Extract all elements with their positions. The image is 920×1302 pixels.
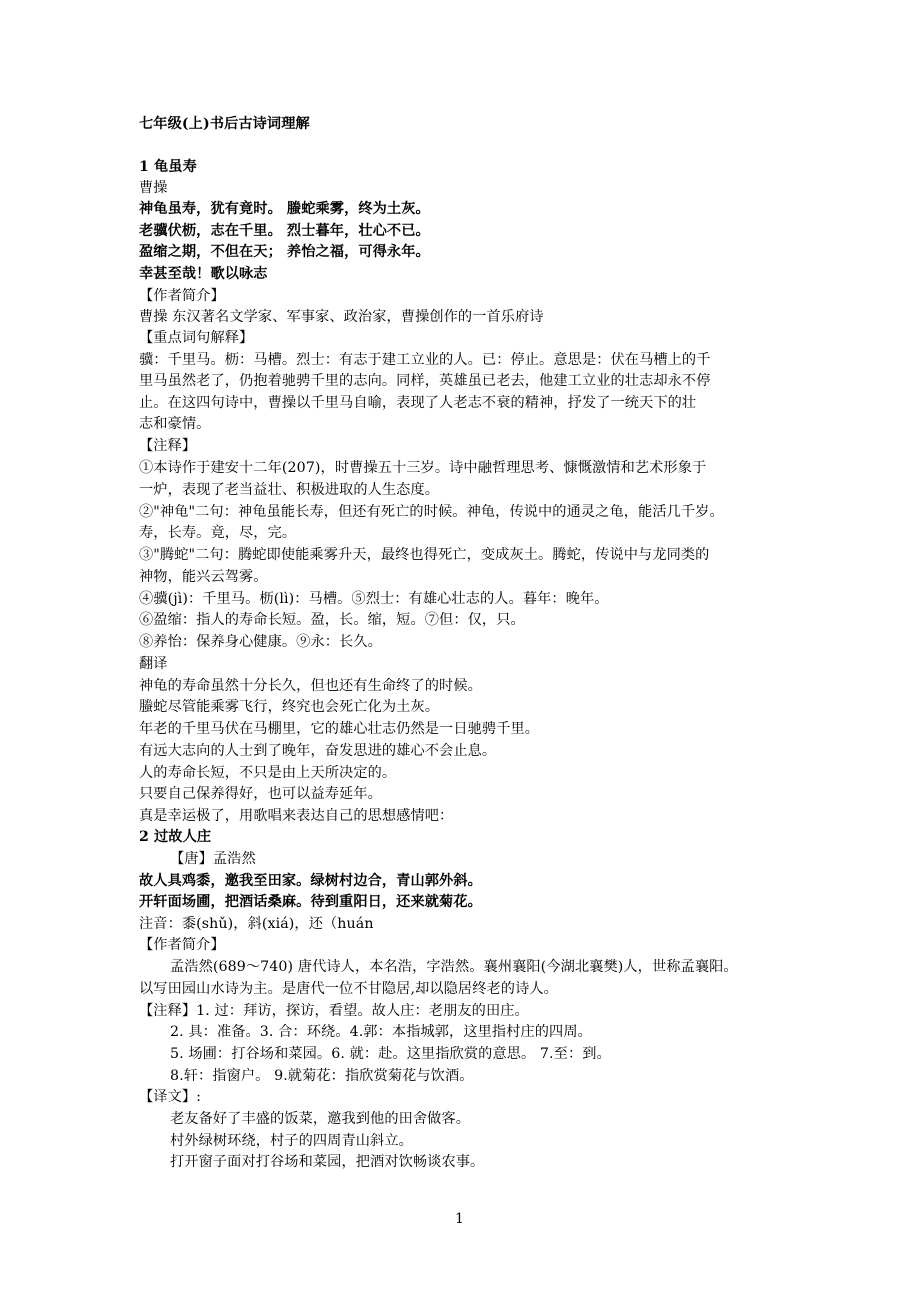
poem1-note-line-3: ②"神龟"二句：神龟虽能长寿，但还有死亡的时候。神龟，传说中的通灵之龟，能活几千岁。 [139, 504, 724, 520]
poem1-note-line-1: ①本诗作于建安十二年(207)，时曹操五十三岁。诗中融哲理思考、慷慨激情和艺术形象于 [139, 460, 707, 476]
poem1-keyword-line-3: 止。在这四句诗中，曹操以千里马自喻，表现了人老志不衰的精神，抒发了一统天下的壮 [139, 395, 697, 411]
poem2-translation-line-1: 老友备好了丰盛的饭菜，邀我到他的田舍做客。 [170, 1111, 471, 1127]
poem2-intro-line-2: 以写田园山水诗为主。是唐代一位不甘隐居,却以隐居终老的诗人。 [139, 981, 558, 997]
poem1-intro-header: 【作者简介】 [139, 288, 225, 304]
poem1-keyword-line-4: 志和豪情。 [139, 416, 211, 432]
poem1-verse-4: 幸甚至哉！歌以咏志 [139, 266, 268, 282]
poem1-translation-line-5: 人的寿命长短，不只是由上天所决定的。 [139, 765, 397, 781]
poem1-note-line-8: ⑥盈缩：指人的寿命长短。盈，长。缩，短。⑦但：仅，只。 [139, 612, 525, 628]
poem1-heading: 1 龟虽寿 [139, 159, 197, 175]
poem1-translation-line-7: 真是幸运极了，用歌唱来表达自己的思想感情吧： [139, 808, 454, 824]
poem2-note-line-3: 5. 场圃：打谷场和菜园。6. 就：赴。这里指欣赏的意思。 7.至：到。 [170, 1046, 611, 1062]
poem1-note-line-5: ③"腾蛇"二句：腾蛇即使能乘雾升天，最终也得死亡，变成灰土。腾蛇，传说中与龙同类的 [139, 547, 710, 563]
poem2-pronunciation: 注音：黍(shǔ)，斜(xiá)，还（huán [139, 916, 374, 932]
poem1-keyword-line-1: 骥：千里马。枥：马槽。烈士：有志于建工立业的人。已：停止。意思是：伏在马槽上的千 [139, 352, 711, 368]
poem2-verse-2: 开轩面场圃，把酒话桑麻。待到重阳日，还来就菊花。 [139, 894, 482, 910]
poem2-note-line-1: 【注释】1. 过：拜访，探访，看望。故人庄：老朋友的田庄。 [139, 1003, 529, 1019]
poem1-author: 曹操 [139, 180, 168, 196]
poem1-translation-line-1: 神龟的寿命虽然十分长久，但也还有生命终了的时候。 [139, 678, 482, 694]
poem1-note-line-7: ④骥(jì)：千里马。枥(lì)：马槽。⑤烈士：有雄心壮志的人。暮年：晚年。 [139, 591, 609, 607]
poem1-notes-header: 【注释】 [139, 438, 197, 454]
poem1-note-line-4: 寿，长寿。竟，尽，完。 [139, 525, 297, 541]
poem2-translation-line-2: 村外绿树环绕，村子的四周青山斜立。 [170, 1133, 413, 1149]
poem2-heading: 2 过故人庄 [139, 829, 212, 845]
poem1-note-line-2: 一炉，表现了老当益壮、积极进取的人生态度。 [139, 482, 440, 498]
poem1-intro-text: 曹操 东汉著名文学家、军事家、政治家，曹操创作的一首乐府诗 [139, 309, 544, 325]
poem2-author: 【唐】孟浩然 [170, 851, 256, 867]
poem1-translation-line-3: 年老的千里马伏在马棚里，它的雄心壮志仍然是一日驰骋千里。 [139, 721, 540, 737]
poem1-translation-line-4: 有远大志向的人士到了晚年，奋发思进的雄心不会止息。 [139, 743, 497, 759]
poem2-intro-line-1: 孟浩然(689～740) 唐代诗人，本名浩，字浩然。襄州襄阳(今湖北襄樊)人，世称孟襄阳。 [170, 959, 738, 975]
document-title: 七年级(上)书后古诗词理解 [139, 116, 310, 132]
poem2-translation-line-3: 打开窗子面对打谷场和菜园，把酒对饮畅谈农事。 [170, 1154, 485, 1170]
poem1-keyword-line-2: 里马虽然老了，仍抱着驰骋千里的志向。同样，英雄虽已老去，他建工立业的壮志却永不停 [139, 373, 711, 389]
poem2-verse-1: 故人具鸡黍，邀我至田家。绿树村边合，青山郭外斜。 [139, 873, 482, 889]
poem1-translation-header: 翻译 [139, 656, 168, 672]
poem1-verse-3: 盈缩之期，不但在天； 养怡之福，可得永年。 [139, 244, 430, 260]
poem1-translation-line-2: 螣蛇尽管能乘雾飞行，终究也会死亡化为土灰。 [139, 699, 440, 715]
poem1-note-line-6: 神物，能兴云驾雾。 [139, 569, 268, 585]
poem2-note-line-4: 8.轩：指窗户。 9.就菊花：指欣赏菊花与饮酒。 [170, 1068, 474, 1084]
poem2-note-line-2: 2. 具：准备。3. 合：环绕。4.郭：本指城郭，这里指村庄的四周。 [170, 1024, 592, 1040]
poem2-translation-header: 【译文】: [139, 1089, 202, 1105]
poem1-note-line-9: ⑧养怡：保养身心健康。⑨永：长久。 [139, 634, 382, 650]
poem1-verse-1: 神龟虽寿，犹有竟时。 螣蛇乘雾，终为土灰。 [139, 201, 430, 217]
poem1-verse-2: 老骥伏枥，志在千里。 烈士暮年，壮心不已。 [139, 223, 430, 239]
poem2-intro-header: 【作者简介】 [139, 937, 225, 953]
poem1-keyword-header: 【重点词句解释】 [139, 330, 254, 346]
page-number: 1 [455, 1211, 464, 1227]
poem1-translation-line-6: 只要自己保养得好，也可以益寿延年。 [139, 786, 382, 802]
